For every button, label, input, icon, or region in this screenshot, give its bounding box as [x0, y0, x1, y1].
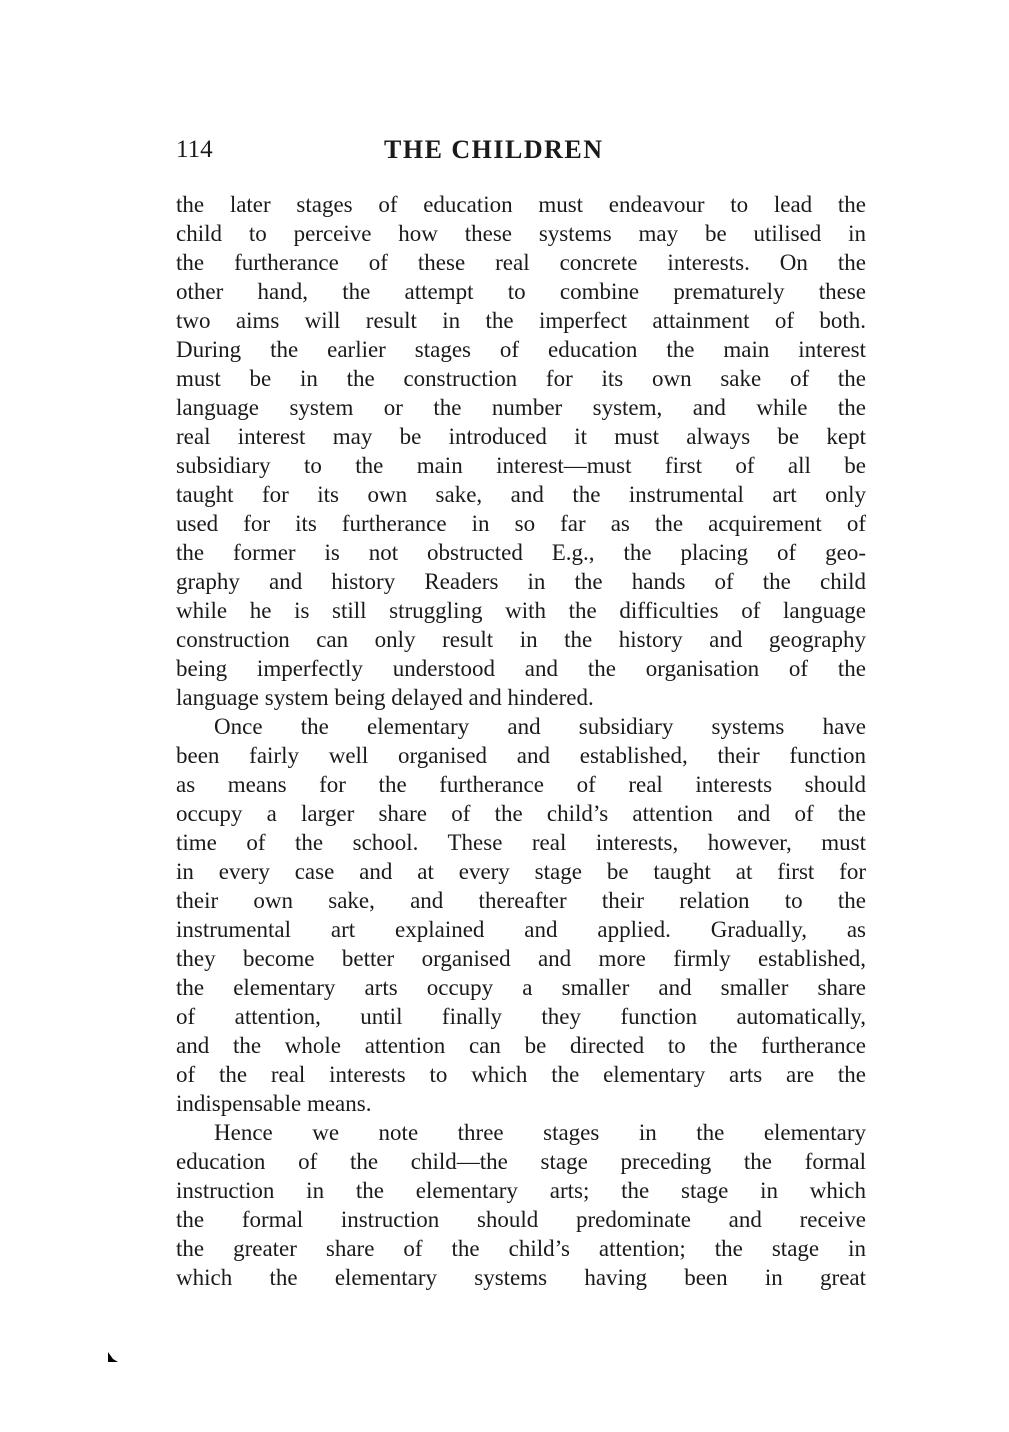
text-line: used for its furtherance in so far as the acquirement of: [176, 511, 866, 536]
running-title: THE CHILDREN: [384, 135, 604, 164]
text-line: language system or the number system, and while the: [176, 395, 866, 420]
text-line: as means for the furtherance of real interests should: [176, 772, 866, 797]
body-text: [176, 190, 866, 1292]
text-line: the greater share of the child’s attention; the stage in: [176, 1236, 866, 1261]
text-line: other hand, the attempt to combine prematurely these: [176, 279, 866, 304]
text-line: subsidiary to the main interest—must first of all be: [176, 453, 866, 478]
text-line: child to perceive how these systems may be utilised in: [176, 221, 866, 246]
text-line: the furtherance of these real concrete interests. On the: [176, 250, 866, 275]
text-line: real interest may be introduced it must always be kept: [176, 424, 866, 449]
text-line: the formal instruction should predominate and receive: [176, 1207, 866, 1232]
page-number: 114: [176, 136, 213, 163]
text-line: they become better organised and more firmly established,: [176, 946, 866, 971]
text-line: while he is still struggling with the difficulties of language: [176, 598, 866, 623]
text-line: which the elementary systems having been in great: [176, 1265, 866, 1290]
text-line: language system being delayed and hindered.: [176, 685, 594, 710]
text-line: instruction in the elementary arts; the stage in which: [176, 1178, 866, 1203]
text-line: two aims will result in the imperfect attainment of both.: [176, 308, 866, 333]
text-line: education of the child—the stage preceding the formal: [176, 1149, 866, 1174]
text-line: their own sake, and thereafter their relation to the: [176, 888, 866, 913]
text-line: graphy and history Readers in the hands of the child: [176, 569, 866, 594]
text-line: of the real interests to which the elementary arts are the: [176, 1062, 866, 1087]
text-line: in every case and at every stage be taught at first for: [176, 859, 866, 884]
text-line: construction can only result in the history and geography: [176, 627, 866, 652]
text-line: Hence we note three stages in the elementary: [214, 1120, 866, 1145]
text-line: time of the school. These real interests, however, must: [176, 830, 866, 855]
text-line: and the whole attention can be directed to the furtherance: [176, 1033, 866, 1058]
corner-mark-icon: [108, 1352, 118, 1362]
text-line: the former is not obstructed E.g., the placing of geo-: [176, 540, 866, 565]
paragraph-2: [176, 712, 866, 1118]
text-line: been fairly well organised and established, their function: [176, 743, 866, 768]
text-line: the elementary arts occupy a smaller and smaller share: [176, 975, 866, 1000]
text-line: During the earlier stages of education the main interest: [176, 337, 866, 362]
paragraph-1: [176, 190, 866, 712]
paragraph-3: [176, 1118, 866, 1292]
text-line: instrumental art explained and applied. Gradually, as: [176, 917, 866, 942]
text-line: occupy a larger share of the child’s attention and of the: [176, 801, 866, 826]
text-line: of attention, until finally they function automatically,: [176, 1004, 866, 1029]
text-line: Once the elementary and subsidiary systems have: [214, 714, 866, 739]
running-head: [176, 132, 866, 168]
text-line: indispensable means.: [176, 1091, 372, 1116]
text-line: the later stages of education must endeavour to lead the: [176, 192, 866, 217]
text-line: being imperfectly understood and the organisation of the: [176, 656, 866, 681]
text-line: must be in the construction for its own sake of the: [176, 366, 866, 391]
text-line: taught for its own sake, and the instrumental art only: [176, 482, 866, 507]
